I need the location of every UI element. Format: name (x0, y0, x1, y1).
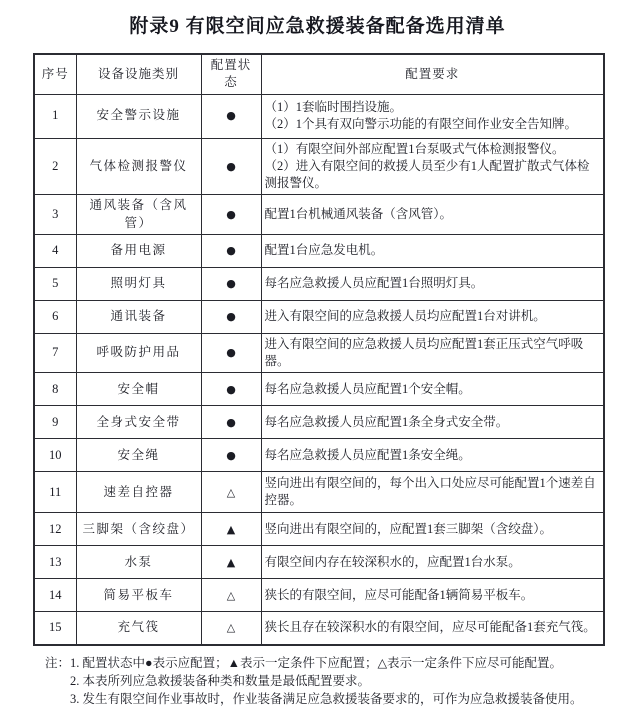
row-number-cell: 10 (34, 439, 76, 472)
row-category-cell: 通讯装备 (76, 300, 201, 333)
notes-items (70, 654, 605, 708)
row-number-cell: 14 (34, 579, 76, 612)
requirement-line: （1）1套临时围挡设施。 (264, 99, 403, 114)
equipment-table (33, 53, 605, 646)
row-requirements-cell (261, 579, 604, 612)
row-status-symbol: ● (201, 300, 261, 333)
row-number-cell: 8 (34, 373, 76, 406)
requirement-line: 配置1台机械通风装备（含风管）。 (264, 206, 453, 221)
row-category-cell: 安全帽 (76, 373, 201, 406)
row-number-cell: 9 (34, 406, 76, 439)
row-requirements-cell (261, 472, 604, 513)
row-category-cell: 三脚架（含绞盘） (76, 513, 201, 546)
requirement-line: 狭长的有限空间，应尽可能配备1辆简易平板车。 (264, 587, 534, 602)
row-number-cell: 3 (34, 195, 76, 235)
row-requirements-cell (261, 138, 604, 195)
row-number-cell: 1 (34, 94, 76, 138)
requirement-line: 狭长且存在较深积水的有限空间，应尽可能配备1套充气筏。 (264, 620, 596, 635)
table-row (34, 138, 604, 195)
table-row (34, 406, 604, 439)
row-category-cell: 水泵 (76, 546, 201, 579)
notes-block (45, 654, 605, 708)
table-row (34, 300, 604, 333)
header-config-requirements: 配置要求 (261, 54, 604, 94)
table-header-row (34, 54, 604, 94)
row-category-cell: 气体检测报警仪 (76, 138, 201, 195)
row-category-cell: 呼吸防护用品 (76, 333, 201, 373)
requirement-line: 每名应急救援人员应配置1条安全绳。 (264, 447, 471, 462)
row-status-symbol: ▲ (201, 546, 261, 579)
requirement-line: 进入有限空间的应急救援人员均应配置1套正压式空气呼吸器。 (264, 336, 584, 368)
row-status-symbol: △ (201, 472, 261, 513)
row-number-cell: 7 (34, 333, 76, 373)
row-requirements-cell (261, 267, 604, 300)
requirement-line: （2）1个具有双向警示功能的有限空间作业安全告知牌。 (264, 117, 578, 131)
requirement-line: 竖向进出有限空间的，每个出入口处应尽可能配置1个速差自控器。 (264, 476, 596, 508)
row-requirements-cell (261, 546, 604, 579)
row-number-cell: 5 (34, 267, 76, 300)
requirement-line: 进入有限空间的应急救援人员均应配置1台对讲机。 (264, 309, 546, 324)
row-category-cell: 全身式安全带 (76, 406, 201, 439)
requirement-line: （1）有限空间外部应配置1台泵吸式气体检测报警仪。 (264, 141, 565, 156)
row-requirements-cell (261, 195, 604, 235)
notes-label: 注： (45, 655, 71, 670)
table-row (34, 472, 604, 513)
page-title: 附录9 有限空间应急救援装备配备选用清单 (129, 16, 506, 37)
row-category-cell: 充气筏 (76, 612, 201, 645)
requirement-line: 每名应急救援人员应配置1台照明灯具。 (264, 276, 484, 291)
row-category-cell: 备用电源 (76, 234, 201, 267)
table-row (34, 234, 604, 267)
row-requirements-cell (261, 333, 604, 373)
row-number-cell: 15 (34, 612, 76, 645)
note-item: 3. 发生有限空间作业事故时，作业装备满足应急救援装备要求的，可作为应急救援装备使用。 (70, 691, 583, 706)
table-row (34, 373, 604, 406)
requirement-line: 配置1台应急发电机。 (264, 243, 384, 258)
row-status-symbol: ● (201, 267, 261, 300)
table-row (34, 612, 604, 645)
row-category-cell: 安全警示设施 (76, 94, 201, 138)
row-status-symbol: ● (201, 195, 261, 235)
header-equipment-category: 设备设施类别 (76, 54, 201, 94)
row-category-cell: 简易平板车 (76, 579, 201, 612)
row-number-cell: 4 (34, 234, 76, 267)
row-category-cell: 通风装备（含风管） (76, 195, 201, 235)
requirement-line: 每名应急救援人员应配置1条全身式安全带。 (264, 414, 509, 429)
row-requirements-cell (261, 234, 604, 267)
requirement-line: 有限空间内存在较深积水的，应配置1台水泵。 (264, 554, 521, 569)
row-requirements-cell (261, 406, 604, 439)
table-row (34, 439, 604, 472)
header-serial-number: 序号 (34, 54, 76, 94)
table-row (34, 195, 604, 235)
table-row (34, 546, 604, 579)
row-status-symbol: △ (201, 612, 261, 645)
row-status-symbol: ● (201, 333, 261, 373)
row-requirements-cell (261, 373, 604, 406)
row-category-cell: 安全绳 (76, 439, 201, 472)
row-requirements-cell (261, 612, 604, 645)
table-row (34, 513, 604, 546)
requirement-line: 竖向进出有限空间的，应配置1套三脚架（含绞盘）。 (264, 521, 553, 536)
header-config-status: 配置状态 (201, 54, 261, 94)
row-category-cell: 速差自控器 (76, 472, 201, 513)
row-number-cell: 12 (34, 513, 76, 546)
equipment-table-body (34, 94, 604, 645)
row-status-symbol: ● (201, 439, 261, 472)
table-row (34, 333, 604, 373)
row-status-symbol: ● (201, 373, 261, 406)
note-item: 2. 本表所列应急救援装备种类和数量是最低配置要求。 (70, 673, 371, 688)
document-page (0, 11, 635, 706)
row-status-symbol: ● (201, 234, 261, 267)
row-requirements-cell (261, 513, 604, 546)
row-status-symbol: ● (201, 94, 261, 138)
row-number-cell: 2 (34, 138, 76, 195)
row-status-symbol: △ (201, 579, 261, 612)
row-number-cell: 11 (34, 472, 76, 513)
requirement-line: （2）进入有限空间的救援人员至少有1人配置扩散式气体检测报警仪。 (264, 158, 590, 190)
row-requirements-cell (261, 94, 604, 138)
row-number-cell: 13 (34, 546, 76, 579)
row-status-symbol: ● (201, 138, 261, 195)
row-status-symbol: ● (201, 406, 261, 439)
table-row (34, 94, 604, 138)
table-row (34, 267, 604, 300)
requirement-line: 每名应急救援人员应配置1个安全帽。 (264, 381, 471, 396)
row-number-cell: 6 (34, 300, 76, 333)
row-status-symbol: ▲ (201, 513, 261, 546)
row-requirements-cell (261, 439, 604, 472)
row-requirements-cell (261, 300, 604, 333)
note-item: 1. 配置状态中●表示应配置；▲表示一定条件下应配置；△表示一定条件下应尽可能配置。 (70, 655, 563, 670)
row-category-cell: 照明灯具 (76, 267, 201, 300)
table-row (34, 579, 604, 612)
